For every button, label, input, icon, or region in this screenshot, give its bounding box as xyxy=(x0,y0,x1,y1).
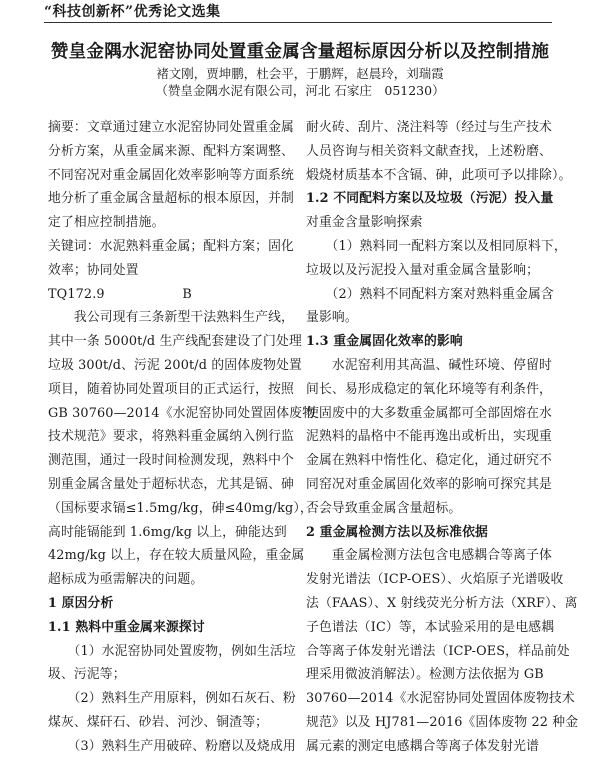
article-title: 赞皇金隅水泥窑协同处置重金属含量超标原因分析以及控制措施 xyxy=(50,42,550,62)
text-line: 垃圾 300t/d、污泥 200t/d 的固体废物处置 xyxy=(48,357,302,373)
section-heading: 1.1 熟料中重金属来源探讨 xyxy=(48,619,205,635)
text-line: 发射光谱法（ICP-OES）、火焰原子光谱吸收 xyxy=(306,572,564,588)
text-line: 圾、污泥等； xyxy=(48,667,126,683)
text-line: 耐火砖、刮片、浇注料等（经过与生产技术 xyxy=(306,120,552,135)
text-line: （1）水泥窑协同处置废物，例如生活垃 xyxy=(48,643,296,659)
text-line: 分析方案，从重金属来源、配料方案调整、 xyxy=(48,143,294,159)
text-line: （1）熟料同一配料方案以及相同原料下， xyxy=(306,238,567,254)
text-line: 间长、易形成稳定的氧化环境等有利条件， xyxy=(306,381,552,397)
text-line: 使固废中的大多数重金属都可全部固熔在水 xyxy=(306,405,552,421)
text-line: 水泥窑利用其高温、碱性环境、停留时 xyxy=(306,357,552,373)
text-line: 42mg/kg 以上，存在较大质量风险，重金属 xyxy=(48,548,305,564)
text-line: 对重金含量影响探索 xyxy=(306,215,423,231)
text-line: 我公司现有三条新型干法熟料生产线， xyxy=(48,310,294,326)
text-line: 地分析了重金属含量超标的根本原因，并制 xyxy=(48,191,294,207)
text-line: 煅烧材质基本不含镉、砷，此项可予以排除）。 xyxy=(306,167,572,183)
right-column xyxy=(306,116,579,759)
header-rule xyxy=(44,22,552,23)
running-head: “科技创新杯”优秀论文选集 xyxy=(44,4,221,20)
section-heading: 2 重金属检测方法以及标准依据 xyxy=(306,524,488,540)
text-line: 泥熟料的晶格中不能再逸出或析出，实现重 xyxy=(306,429,552,445)
text-line: 人员咨询与相关资料文献查找，上述粉磨、 xyxy=(306,143,552,159)
text-line: （3）熟料生产用破碎、粉磨以及烧成用 xyxy=(48,738,296,754)
text-line: （2）熟料不同配料方案对熟料重金属含 xyxy=(306,286,554,302)
text-line: （国标要求镉≤1.5mg/kg，砷≤40mg/kg）， xyxy=(48,500,313,516)
text-line: 效率；协同处置 xyxy=(48,262,139,278)
text-line: 不同窑况对重金属固化效率影响等方面系统 xyxy=(48,167,294,183)
text-line: 别重金属含量处于超标状态，尤其是镉、砷 xyxy=(48,476,294,492)
text-line: 其中一条 5000t/d 生产线配套建设了门处理 xyxy=(48,334,302,350)
authors: 褚文刚，贾坤鹏，杜会平，于鹏辉，赵晨玲，刘瑞霞 xyxy=(156,66,444,81)
section-heading: 1.2 不同配料方案以及垃圾（污泥）投入量 xyxy=(306,191,554,207)
section-heading: 1.3 重金属固化效率的影响 xyxy=(306,334,463,350)
text-line: TQ172.9 B xyxy=(48,286,192,302)
text-line: 规范》以及 HJ781—2016《固体废物 22 种金 xyxy=(306,714,579,730)
text-line: 技术规范》要求，将熟料重金属纳入例行监 xyxy=(48,429,294,445)
text-line: 高时能镉能到 1.6mg/kg 以上，砷能达到 xyxy=(48,524,287,540)
text-line: 金属在熟料中惰性化、稳定化，通过研究不 xyxy=(306,453,552,469)
text-line: 关键词：水泥熟料重金属；配料方案；固化 xyxy=(48,238,294,254)
text-line: GB 30760—2014《水泥窑协同处置固体废物 xyxy=(48,405,316,421)
text-line: 项目，随着协同处置项目的正式运行，按照 xyxy=(48,381,294,397)
text-line: 垃圾以及污泥投入量对重金属含量影响； xyxy=(306,262,540,278)
text-line: （2）熟料生产用原料，例如石灰石、粉 xyxy=(48,691,296,707)
text-line: 属元素的测定电感耦合等离子体发射光谱 xyxy=(306,738,540,754)
text-line: 理采用微波消解法）。检测方法依据为 GB xyxy=(306,667,544,683)
affiliation: （赞皇金隅水泥有限公司，河北 石家庄 051230） xyxy=(155,83,445,98)
left-column xyxy=(48,116,316,759)
section-heading: 1 原因分析 xyxy=(48,595,114,611)
text-line: 超标成为亟需解决的问题。 xyxy=(48,572,204,588)
text-line: 合等离子体发射光谱法（ICP-OES，样品前处 xyxy=(306,643,570,659)
text-line: 定了相应控制措施。 xyxy=(48,215,165,231)
text-line: 煤灰、煤矸石、砂岩、河沙、铜渣等； xyxy=(48,714,269,730)
text-line: 摘要：文章通过建立水泥窑协同处置重金属 xyxy=(48,120,294,135)
text-line: 测范围，通过一段时间检测发现，熟料中个 xyxy=(48,453,294,469)
text-line: 否会导致重金属含量超标。 xyxy=(306,500,462,516)
text-line: 同窑况对重金属固化效率的影响可探究其是 xyxy=(306,476,552,492)
text-line: 子色谱法（IC）等，本试验采用的是电感耦 xyxy=(306,619,555,635)
text-line: 30760—2014《水泥窑协同处置固体废物技术 xyxy=(306,691,575,707)
text-line: 重金属检测方法包含电感耦合等离子体 xyxy=(306,548,552,564)
text-line: 法（FAAS）、X 射线荧光分析方法（XRF）、离 xyxy=(306,595,578,611)
text-line: 量影响。 xyxy=(306,310,358,326)
